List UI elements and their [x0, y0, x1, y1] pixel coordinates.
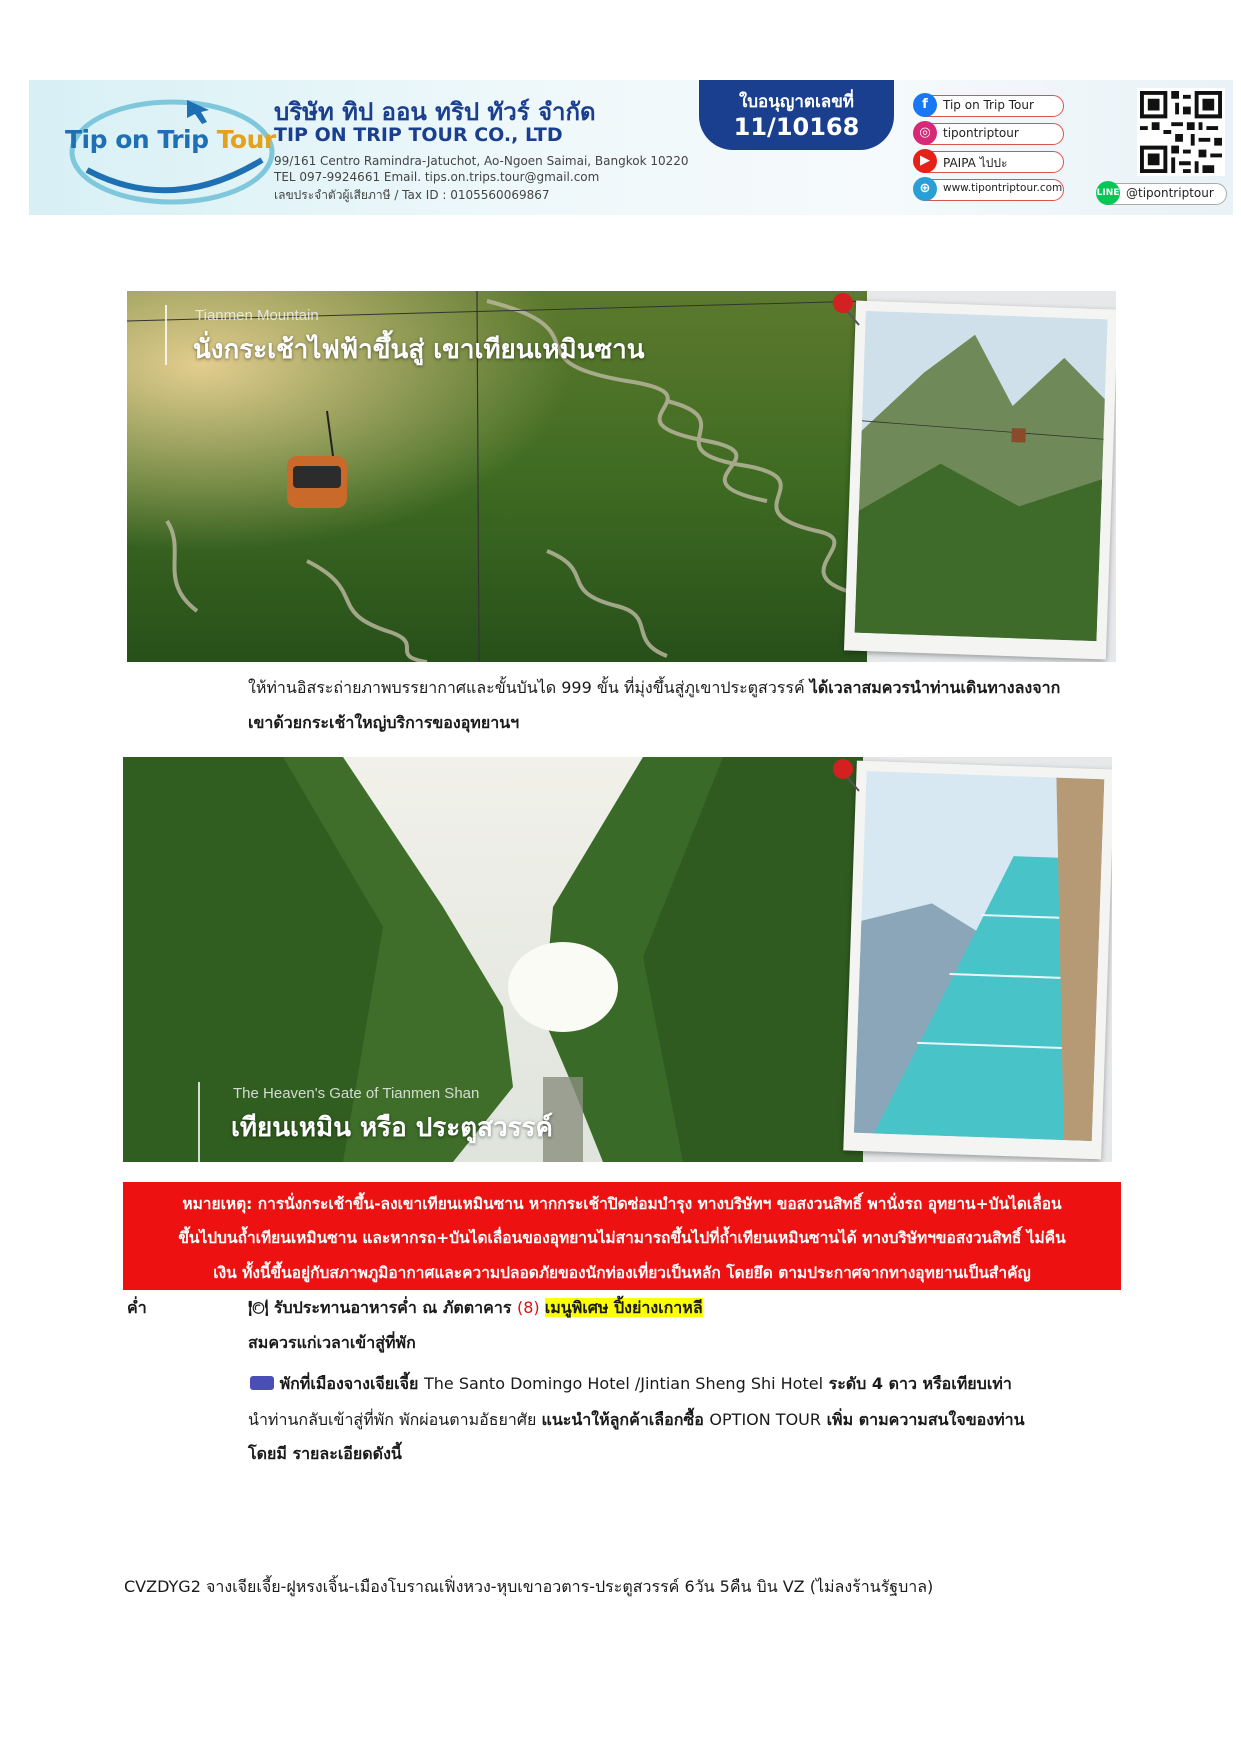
company-address: 99/161 Centro Ramindra-Jatuchot, Ao-Ngoen Saimai, Bangkok 10220 — [274, 154, 689, 168]
photo-collage-tianmen-mountain — [127, 291, 1116, 662]
hotel-line-2: นำท่านกลับเข้าสู่ที่พัก พักผ่อนตามอัธยาศัย แนะนำให้ลูกค้าเลือกซื้อ OPTION TOUR เพิ่ม ตามความสนใจของท่าน — [248, 1410, 1025, 1429]
cliff-photo — [855, 311, 1108, 641]
caption-line — [165, 305, 167, 365]
dinner-label: ค่ำ — [127, 1298, 147, 1317]
polaroid-photo-cliff — [844, 301, 1116, 660]
dinner-line-2: สมควรแก่เวลาเข้าสู่ที่พัก — [248, 1333, 416, 1352]
caption-subtitle: Tianmen Mountain — [195, 307, 319, 324]
notice-line-2: ขึ้นไปบนถ้ำเทียนเหมินซาน และหากรถ+บันไดเลื่อนของอุทยานไม่สามารถขึ้นไปที่ถ้ำเทียนเหมินซานได้ ทางบริษัทฯขอสงวนสิทธิ์ ไม่คืน — [178, 1229, 1066, 1247]
youtube-icon: ▶ — [913, 149, 937, 173]
company-tax-id: เลขประจำตัวผู้เสียภาษี / Tax ID : 0105560069867 — [274, 188, 550, 202]
caption-line — [198, 1082, 200, 1162]
caption-title: เทียนเหมิน หรือ ประตูสวรรค์ — [231, 1113, 553, 1143]
menu-highlight: เมนูพิเศษ ปิ้งย่างเกาหลี — [544, 1298, 703, 1317]
facebook-link[interactable]: f Tip on Trip Tour — [914, 95, 1064, 117]
company-name-th: บริษัท ทิป ออน ทริป ทัวร์ จำกัด — [274, 98, 596, 126]
dining-icon: 🍽 — [248, 1298, 269, 1317]
header-banner — [29, 80, 1233, 215]
caption-subtitle: The Heaven's Gate of Tianmen Shan — [233, 1085, 480, 1102]
company-name-en: TIP ON TRIP TOUR CO., LTD — [274, 124, 563, 146]
line-app-icon: LINE — [1096, 181, 1120, 205]
line-link[interactable]: LINE @tipontriptour — [1097, 183, 1227, 205]
polaroid-photo-glass-skywalk — [843, 761, 1112, 1160]
activity-paragraph-line1: ให้ท่านอิสระถ่ายภาพบรรยากาศและขั้นบันได 999 ขั้น ที่มุ่งขึ้นสู่ภูเขาประตูสวรรค์ ได้เวลาสมควรนำท่านเดินทางลงจาก — [248, 678, 1061, 697]
photo-collage-heavens-gate — [123, 757, 1112, 1162]
instagram-icon: ◎ — [913, 121, 937, 145]
caption-title: นั่งกระเช้าไฟฟ้าขึ้นสู่ เขาเทียนเหมินซาน — [193, 335, 645, 365]
notice-line-1: หมายเหตุ: การนั่งกระเช้าขึ้น-ลงเขาเทียนเหมินซาน หากกระเช้าปิดซ่อมบำรุง ทางบริษัทฯ ขอสงวนสิทธิ์ พานั่งรถ อุทยาน+บันไดเลื่อน — [182, 1195, 1062, 1213]
dinner-line: 🍽 รับประทานอาหารค่ำ ณ ภัตตาคาร (8) เมนูพิเศษ ปิ้งย่างเกาหลี — [248, 1298, 703, 1317]
bed-icon — [250, 1376, 274, 1390]
notice-box — [123, 1182, 1121, 1290]
logo: Tip on Trip Tour — [65, 125, 276, 154]
notice-line-3: เงิน ทั้งนี้ขึ้นอยู่กับสภาพภูมิอากาศและความปลอดภัยของนักท่องเที่ยวเป็นหลัก โดยยึด ตามประกาศจากทางอุทยานเป็นสำคัญ — [213, 1264, 1031, 1282]
license-badge — [699, 80, 894, 150]
hotel-line-3: โดยมี รายละเอียดดังนี้ — [248, 1444, 402, 1463]
youtube-link[interactable]: ▶ PAIPA ไปปะ — [914, 151, 1064, 173]
glass-skywalk-photo — [854, 771, 1104, 1141]
license-label: ใบอนุญาตเลขที่ — [738, 92, 855, 112]
hotel-line: พักที่เมืองจางเจียเจี้ย The Santo Domingo Hotel /Jintian Sheng Shi Hotel ระดับ 4 ดาว หรือเทียบเท่า — [250, 1374, 1012, 1394]
activity-paragraph-line2: เขาด้วยกระเช้าใหญ่บริการของอุทยานฯ — [248, 713, 520, 732]
license-number: 11/10168 — [733, 113, 860, 141]
red-pin-icon — [829, 291, 867, 329]
facebook-icon: f — [913, 93, 937, 117]
red-pin-icon — [829, 757, 867, 795]
page-footer: CVZDYG2 จางเจียเจี้ย-ฝูหรงเจิ้น-เมืองโบราณเฟิ่งหวง-หุบเขาอวตาร-ประตูสวรรค์ 6วัน 5คืน บิน VZ (ไม่ลงร้านรัฐบาล) — [124, 1577, 934, 1596]
globe-icon: ⊕ — [913, 177, 937, 201]
website-link[interactable]: ⊕ www.tipontriptour.com — [914, 179, 1064, 201]
qr-code — [1137, 88, 1225, 176]
instagram-link[interactable]: ◎ tipontriptour — [914, 123, 1064, 145]
company-contact: TEL 097-9924661 Email. tips.on.trips.tour@gmail.com — [274, 170, 600, 184]
